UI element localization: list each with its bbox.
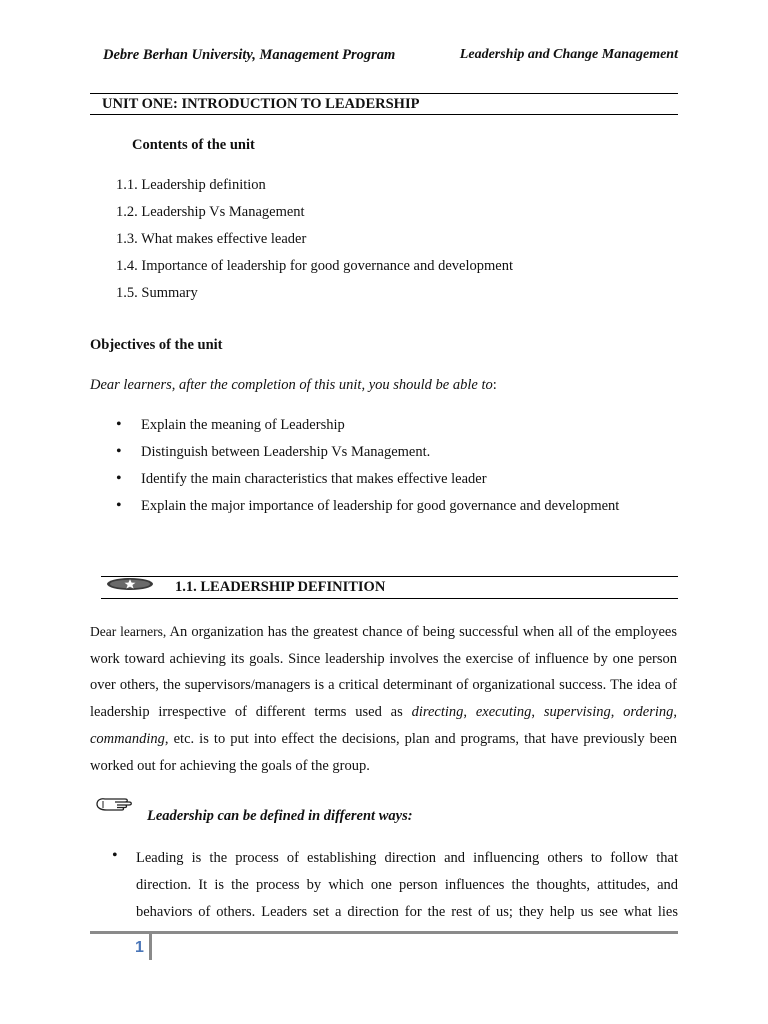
page-number-divider bbox=[149, 934, 152, 960]
objective-item bbox=[116, 416, 619, 443]
objectives-list bbox=[116, 416, 619, 524]
term-commanding: commanding bbox=[90, 730, 165, 747]
definition-item bbox=[112, 845, 678, 926]
term-directing: directing bbox=[411, 704, 464, 721]
bullet-dot: • bbox=[116, 443, 122, 460]
separator: , bbox=[463, 704, 476, 721]
body-paragraph bbox=[90, 619, 677, 779]
objective-item bbox=[116, 497, 619, 524]
objective-text: Distinguish between Leadership Vs Management. bbox=[141, 444, 431, 460]
term-supervising: supervising bbox=[543, 704, 611, 721]
bullet-dot: • bbox=[116, 416, 122, 433]
pointing-hand-icon bbox=[95, 795, 137, 818]
page-number: 1 bbox=[135, 939, 144, 956]
header-left: Debre Berhan University, Management Program bbox=[103, 47, 396, 63]
bullet-dot: • bbox=[116, 470, 122, 487]
footer-divider bbox=[90, 931, 678, 934]
objectives-intro bbox=[90, 377, 497, 394]
definition-line: direction. It is the process by which one person influences the thoughts, attitudes, and bbox=[136, 876, 678, 893]
paragraph-lead: Dear learners, bbox=[90, 624, 167, 639]
definition-text bbox=[136, 845, 678, 926]
bullet-dot: • bbox=[116, 497, 122, 514]
objectives-intro-colon: : bbox=[492, 377, 497, 393]
section-title: 1.1. LEADERSHIP DEFINITION bbox=[175, 579, 386, 595]
separator: , bbox=[610, 704, 624, 721]
objective-text: Identify the main characteristics that makes effective leader bbox=[141, 471, 487, 487]
definition-line: Leading is the process of establishing direction and influencing others to follow that bbox=[136, 850, 678, 866]
contents-item: 1.5. Summary bbox=[116, 285, 198, 301]
contents-item: 1.1. Leadership definition bbox=[116, 177, 266, 193]
paragraph-text: An organization has the greatest chance of being successful when all of the employees work toward achieving its goals. Since leadership involves the exercise of influence by one person over others, the supervisors/managers is a critical determinant of organizational success. The idea of leadership irrespective of different terms used as bbox=[90, 624, 677, 721]
objective-item bbox=[116, 470, 619, 497]
header-right: Leadership and Change Management bbox=[459, 47, 678, 62]
paragraph-text-end: , etc. is to put into effect the decisions, plan and programs, that have previously been worked out for achieving the goals of the group. bbox=[90, 730, 677, 774]
contents-item: 1.4. Importance of leadership for good governance and development bbox=[116, 258, 513, 274]
contents-item: 1.2. Leadership Vs Management bbox=[116, 204, 305, 220]
contents-heading: Contents of the unit bbox=[132, 137, 255, 153]
term-ordering: ordering bbox=[623, 704, 674, 721]
objectives-heading: Objectives of the unit bbox=[90, 337, 223, 353]
objective-text: Explain the major importance of leadership for good governance and development bbox=[141, 498, 620, 514]
definition-line: behaviors of others. Leaders set a direction for the rest of us; they help us see what lies bbox=[136, 903, 678, 920]
unit-title-bar bbox=[90, 93, 678, 115]
objective-text: Explain the meaning of Leadership bbox=[141, 417, 345, 433]
separator: , bbox=[531, 704, 544, 721]
contents-list bbox=[116, 176, 513, 311]
section-heading-bar bbox=[101, 576, 678, 599]
unit-title: UNIT ONE: INTRODUCTION TO LEADERSHIP bbox=[102, 96, 420, 112]
contents-item: 1.3. What makes effective leader bbox=[116, 231, 307, 247]
bullet-dot: • bbox=[112, 847, 118, 864]
objectives-intro-text: Dear learners, after the completion of this unit, you should be able to bbox=[90, 377, 493, 393]
definitions-intro: Leadership can be defined in different ways: bbox=[147, 808, 413, 824]
term-executing: executing bbox=[475, 704, 532, 721]
separator: , bbox=[673, 704, 678, 721]
star-badge-icon bbox=[105, 577, 155, 596]
objective-item bbox=[116, 443, 619, 470]
